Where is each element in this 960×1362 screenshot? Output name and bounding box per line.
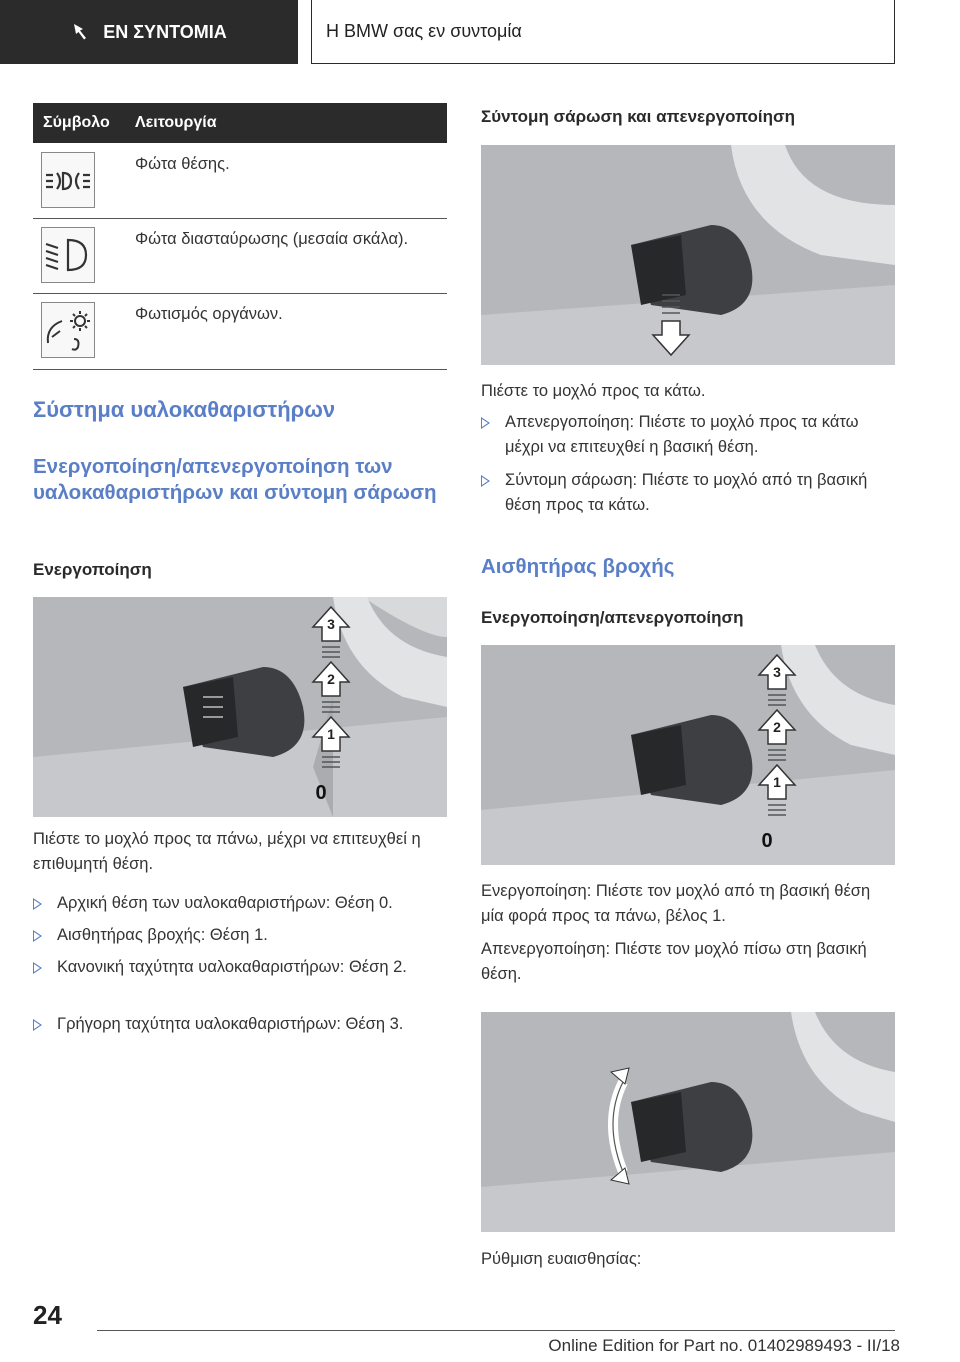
figure-label: 3: [773, 664, 781, 680]
position-lights-icon: [41, 152, 95, 208]
section-heading: Σύστημα υαλοκαθαριστήρων: [33, 397, 336, 422]
activation-heading: Ενεργοποίηση: [33, 560, 152, 579]
bullet-triangle-icon: [33, 898, 42, 910]
instrument-lighting-icon: [41, 302, 95, 358]
row-function: Φώτα θέσης.: [135, 155, 230, 173]
rain-sensor-figure: [481, 645, 895, 865]
sensitivity-wheel-figure: [481, 1012, 895, 1232]
edition-footer: Online Edition for Part no. 01402989493 - II/18: [548, 1336, 900, 1355]
bullet-triangle-icon: [33, 962, 42, 974]
row-function: Φωτισμός οργάνων.: [135, 305, 283, 323]
low-beam-icon: [41, 227, 95, 283]
row-function: Φώτα διασταύρωσης (μεσαία σκάλα).: [135, 230, 409, 248]
subsection-heading: Ενεργοποίηση/απενεργοποίηση των υαλοκαθαριστήρων και σύντομη σάρωση: [33, 455, 437, 504]
table-header: [33, 103, 447, 143]
bullet-triangle-icon: [33, 1019, 42, 1031]
rain-sensor-heading: Αισθητήρας βροχής: [481, 555, 675, 578]
bullet-triangle-icon: [481, 417, 490, 429]
short-wipe-heading: Σύντομη σάρωση και απενεργοποίηση: [481, 107, 796, 126]
col-header-function: Λειτουργία: [135, 114, 217, 131]
instruction-text: Πιέστε το μοχλό προς τα πάνω, μέχρι να επιτευχθεί η επιθυμητή θέση.: [33, 830, 421, 873]
section-label: ΕΝ ΣΥΝΤΟΜΙΑ: [103, 21, 227, 42]
figure-label: 2: [773, 719, 781, 735]
figure-label: 2: [327, 671, 335, 687]
list-item: Απενεργοποίηση: Πιέστε το μοχλό προς τα κάτω μέχρι να επιτευχθεί η βασική θέση.: [481, 410, 895, 460]
table-row: [33, 218, 447, 294]
bullet-triangle-icon: [481, 475, 490, 487]
footer-divider: [97, 1330, 895, 1331]
bullet-triangle-icon: [33, 930, 42, 942]
figure-label: 1: [773, 774, 781, 790]
rain-sensor-toggle-heading: Ενεργοποίηση/απενεργοποίηση: [481, 608, 744, 627]
figure-label: 0: [315, 782, 327, 804]
page-title: Η BMW σας εν συντομία: [326, 21, 522, 41]
list-item: Κανονική ταχύτητα υαλοκαθαριστήρων: Θέση 2.: [33, 955, 447, 1005]
list-item: Σύντομη σάρωση: Πιέστε το μοχλό από τη βασική θέση προς τα κάτω.: [481, 468, 895, 518]
figure-label: 1: [327, 726, 335, 742]
arrow-pointer-icon: [71, 21, 93, 43]
deactivation-text: Απενεργοποίηση: Πιέστε τον μοχλό πίσω στη βασική θέση.: [481, 940, 867, 983]
table-row: [33, 143, 447, 219]
figure-label: 3: [327, 616, 335, 632]
list-item: Γρήγορη ταχύτητα υαλοκαθαριστήρων: Θέση 3.: [33, 1012, 447, 1062]
col-header-symbol: Σύμβολο: [43, 114, 110, 131]
activation-text: Ενεργοποίηση: Πιέστε τον μοχλό από τη βασική θέση μία φορά προς τα πάνω, βέλος 1.: [481, 882, 871, 925]
page-title-tab[interactable]: [311, 0, 895, 64]
sensitivity-text: Ρύθμιση ευαισθησίας:: [481, 1250, 642, 1268]
table-row: [33, 293, 447, 370]
wiper-lever-down-figure: [481, 145, 895, 365]
section-tab[interactable]: [0, 0, 298, 64]
wiper-lever-up-figure: [33, 597, 447, 817]
figure-label: 0: [761, 830, 773, 852]
instruction-text: Πιέστε το μοχλό προς τα κάτω.: [481, 382, 706, 400]
page-number: 24: [33, 1300, 62, 1330]
